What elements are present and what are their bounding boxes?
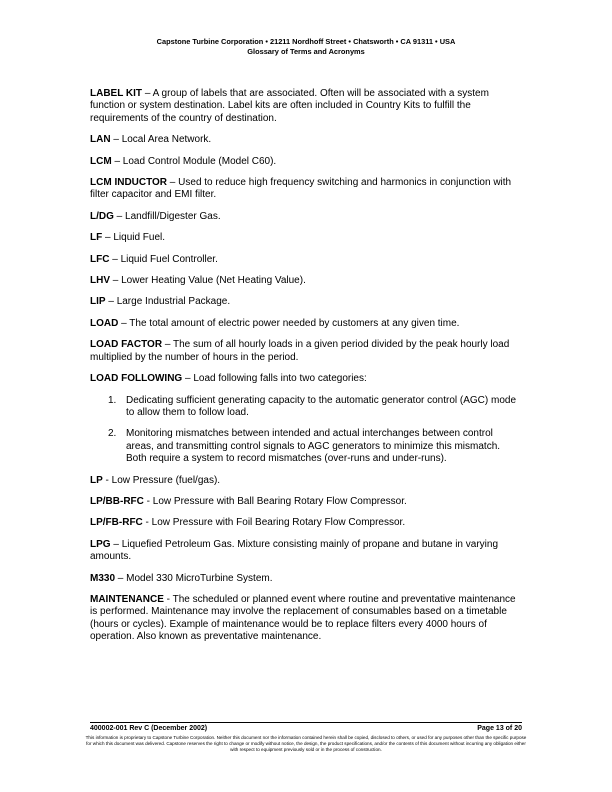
footer-page-number: Page 13 of 20 <box>477 725 522 732</box>
footer-proprietary-notice: This information is proprietary to Capstone Turbine Corporation. Neither this document nor the information contained herein shall be copied, disclosed to others, or used for any purposes other than the specific purpose for which this document was delivered. Capstone reserves the right to change or modify without notice, the design, the product specifications, and/or the contents of this document without incurring any obligation either with respect to equipment previously sold or in the process of construction. <box>85 735 527 752</box>
glossary-entry <box>90 88 522 125</box>
term-separator: - <box>143 495 153 507</box>
glossary-body <box>90 88 522 653</box>
glossary-definition: Local Area Network. <box>121 134 212 146</box>
glossary-term: LCM <box>90 155 112 167</box>
glossary-definition: Low Pressure (fuel/gas). <box>111 474 221 486</box>
term-separator: – <box>142 88 153 99</box>
glossary-entry <box>90 539 522 564</box>
footer-divider <box>90 722 522 723</box>
list-item-text: Monitoring mismatches between intended and actual interchanges between control areas, and transmitting control signals to AGC generators to minimize this mismatch. Both require a system to record mismatches (over-runs and under-runs). <box>126 428 501 465</box>
glossary-entry <box>90 254 522 266</box>
load-following-list <box>90 395 522 466</box>
glossary-term: MAINTENANCE <box>90 593 164 605</box>
term-separator: – <box>110 538 122 550</box>
glossary-entry <box>90 594 522 644</box>
list-item-number: 2. <box>108 428 117 440</box>
glossary-term: LIP <box>90 296 106 308</box>
glossary-definition: Liquid Fuel. <box>113 232 166 244</box>
glossary-term: LABEL KIT <box>90 88 143 99</box>
term-separator: – <box>110 134 122 146</box>
page-header <box>0 37 612 57</box>
glossary-entry <box>90 177 522 202</box>
term-separator: – <box>102 232 114 244</box>
term-separator: – <box>182 373 194 385</box>
term-separator: – <box>118 317 130 329</box>
footer-doc-id: 400002-001 Rev C (December 2002) <box>90 725 208 732</box>
glossary-term: LOAD FACTOR <box>90 339 163 351</box>
glossary-entry <box>90 517 522 529</box>
glossary-definition: Landfill/Digester Gas. <box>125 210 221 222</box>
glossary-term: LHV <box>90 275 110 287</box>
glossary-term: LOAD <box>90 317 119 329</box>
glossary-entry <box>90 573 522 585</box>
glossary-term: LP/FB-RFC <box>90 517 143 529</box>
term-separator: – <box>113 210 126 222</box>
glossary-term: LF <box>90 232 103 244</box>
glossary-entry <box>90 318 522 330</box>
glossary-definition: Liquefied Petroleum Gas. Mixture consisting mainly of propane and butane in varying amounts. <box>90 538 499 563</box>
list-item <box>90 428 522 465</box>
term-separator: – <box>162 339 173 351</box>
glossary-definition: The sum of all hourly loads in a given period divided by the peak hourly load multiplied by the number of hours in the period. <box>90 339 510 363</box>
term-separator: – <box>109 253 121 265</box>
glossary-entry <box>90 232 522 244</box>
glossary-definition: Lower Heating Value (Net Heating Value). <box>121 275 306 287</box>
list-item-number: 1. <box>108 394 117 406</box>
glossary-entry <box>90 496 522 508</box>
glossary-definition: Used to reduce high frequency switching and harmonics in conjunction with filter capacitor and EMI filter. <box>90 177 512 201</box>
term-separator: – <box>105 296 117 308</box>
list-item <box>90 395 522 420</box>
glossary-entry <box>90 373 522 385</box>
term-separator: - <box>102 474 112 486</box>
term-separator: – <box>167 177 179 189</box>
glossary-definition: Low Pressure with Ball Bearing Rotary Flow Compressor. <box>152 495 407 507</box>
header-title: Glossary of Terms and Acronyms <box>247 47 365 56</box>
term-separator: – <box>115 572 127 584</box>
glossary-term: LFC <box>90 253 110 265</box>
glossary-term: LOAD FOLLOWING <box>90 373 183 385</box>
term-separator: – <box>111 155 123 167</box>
glossary-definition: A group of labels that are associated. Often will be associated with a system function or system destination. Label kits are often included in Country Kits to fulfill the requirements of the country of destination. <box>90 88 489 124</box>
glossary-term: LPG <box>90 538 111 550</box>
glossary-entry <box>90 134 522 146</box>
glossary-entry <box>90 475 522 487</box>
glossary-entries-after <box>90 475 522 644</box>
glossary-term: LAN <box>90 134 111 146</box>
glossary-entry <box>90 339 522 364</box>
term-separator: - <box>142 517 152 529</box>
glossary-definition: The scheduled or planned event where routine and preventative maintenance is performed. Maintenance may involve the replacement of consumables based on a timetable (hours or cycles). Example of maintenance would be to replace filters every 4000 hours of operation. Also known as preventative maintenance. <box>90 593 516 643</box>
glossary-entry <box>90 156 522 168</box>
glossary-definition: Liquid Fuel Controller. <box>120 253 218 265</box>
term-separator: – <box>110 275 122 287</box>
glossary-definition: Load Control Module (Model C60). <box>122 155 277 167</box>
glossary-entry <box>90 275 522 287</box>
glossary-term: LP/BB-RFC <box>90 495 144 507</box>
glossary-definition: The total amount of electric power needed by customers at any given time. <box>129 317 460 329</box>
glossary-entries-before <box>90 88 522 386</box>
list-item-text: Dedicating sufficient generating capacity to the automatic generator control (AGC) mode to allow them to follow load. <box>126 394 517 418</box>
glossary-term: LP <box>90 474 103 486</box>
glossary-definition: Large Industrial Package. <box>116 296 231 308</box>
term-separator: - <box>163 593 173 605</box>
glossary-definition: Low Pressure with Foil Bearing Rotary Flow Compressor. <box>151 517 406 529</box>
glossary-entry <box>90 211 522 223</box>
glossary-term: L/DG <box>90 210 114 222</box>
glossary-entry <box>90 296 522 308</box>
glossary-term: M330 <box>90 572 116 584</box>
glossary-definition: Model 330 MicroTurbine System. <box>126 572 273 584</box>
glossary-term: LCM INDUCTOR <box>90 177 168 189</box>
glossary-definition: Load following falls into two categories: <box>193 373 367 385</box>
header-company-line: Capstone Turbine Corporation • 21211 Nordhoff Street • Chatsworth • CA 91311 • USA <box>156 37 456 46</box>
